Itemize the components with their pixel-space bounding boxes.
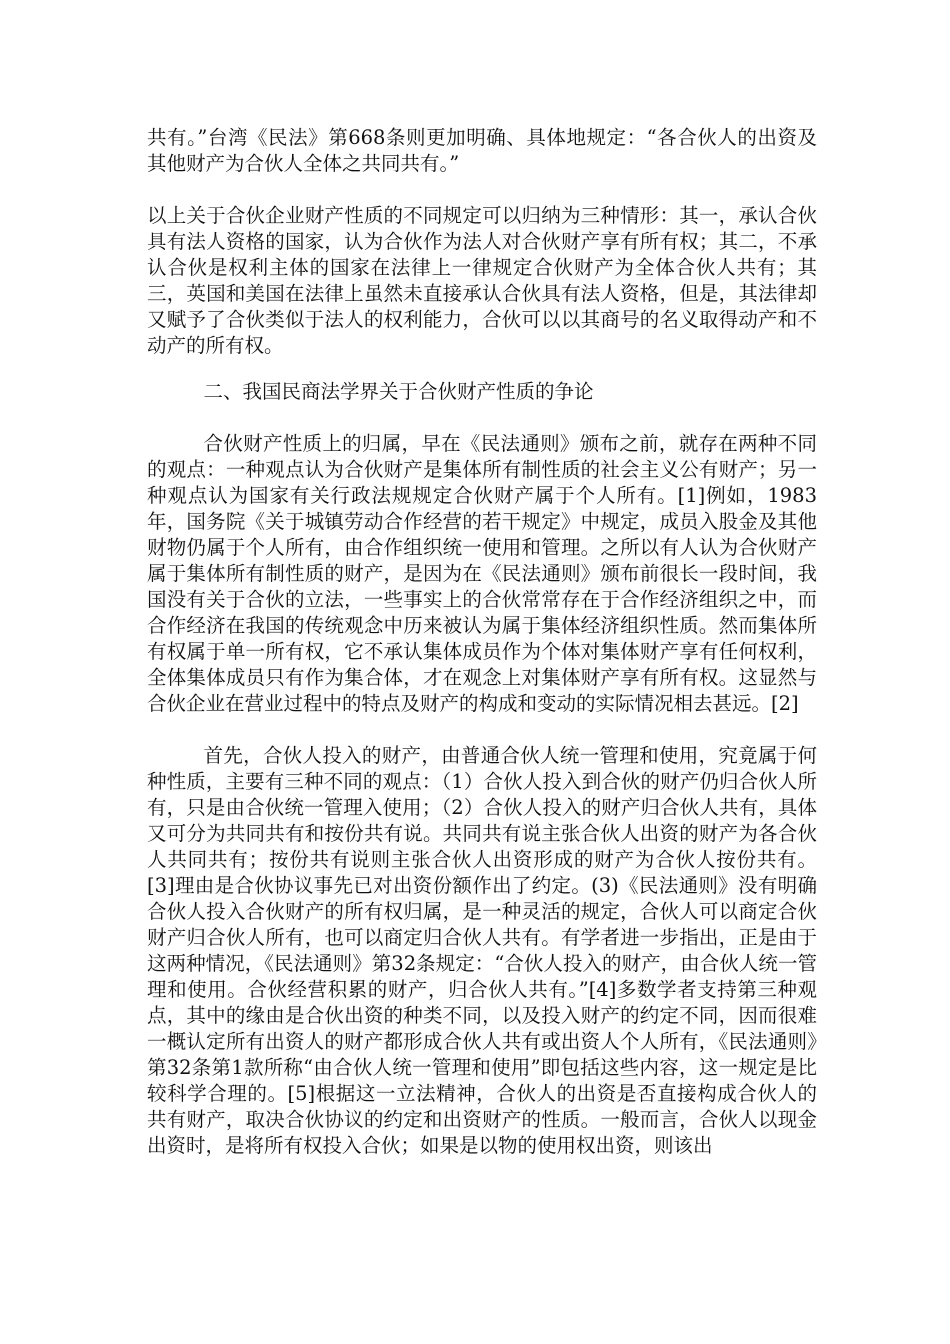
paragraph-3: 合伙财产性质上的归属，早在《民法通则》颁布之前，就存在两种不同的观点：一种观点认为合伙财产是集体所有制性质的社会主义公有财产；另一种观点认为国家有关行政法规规定合伙财产属于个人所有。[1]例如，1983年，国务院《关于城镇劳动合作经营的若干规定》中规定，成员入股金及其他财物仍属于个人所有，由合作组织统一使用和管理。之所以有人认为合伙财产属于集体所有制性质的财产，是因为在《民法通则》颁布前很长一段时间，我国没有关于合伙的立法，一些事实上的合伙常常存在于合作经济组织之中，而合作经济在我国的传统观念中历来被认为属于集体经济组织性质。然而集体所有权属于单一所有权，它不承认集体成员作为个体对集体财产享有任何权利，全体集体成员只有作为集合体，才在观念上对集体财产享有所有权。这显然与合伙企业在营业过程中的特点及财产的构成和变动的实际情况相去甚远。[2]	[147, 432, 817, 715]
paragraph-2: 以上关于合伙企业财产性质的不同规定可以归纳为三种情形：其一，承认合伙具有法人资格的国家，认为合伙作为法人对合伙财产享有所有权；其二，不承认合伙是权利主体的国家在法律上一律规定合伙财产为全体合伙人共有；其三，英国和美国在法律上虽然未直接承认合伙具有法人资格，但是，其法律却又赋予了合伙类似于法人的权利能力，合伙可以以其商号的名义取得动产和不动产的所有权。	[147, 204, 817, 357]
paragraph-4: 首先，合伙人投入的财产，由普通合伙人统一管理和使用，究竟属于何种性质，主要有三种不同的观点：（1）合伙人投入到合伙的财产仍归合伙人所有，只是由合伙统一管理入使用；（2）合伙人投入的财产归合伙人共有，具体又可分为共同共有和按份共有说。共同共有说主张合伙人出资的财产为各合伙人共同共有；按份共有说则主张合伙人出资形成的财产为合伙人按份共有。[3]理由是合伙协议事先已对出资份额作出了约定。(3)《民法通则》没有明确合伙人投入合伙财产的所有权归属，是一种灵活的规定，合伙人可以商定合伙财产归合伙人所有，也可以商定归合伙人共有。有学者进一步指出，正是由于这两种情况，《民法通则》第32条规定：“合伙人投入的财产，由合伙人统一管理和使用。合伙经营积累的财产，归合伙人共有。”[4]多数学者支持第三种观点，其中的缘由是合伙出资的种类不同，以及投入财产的约定不同，因而很难一概认定所有出资人的财产都形成合伙人共有或出资人个人所有，《民法通则》第32条第1款所称“由合伙人统一管理和使用”即包括这些内容，这一规定是比较科学合理的。[5]根据这一立法精神，合伙人的出资是否直接构成合伙人的共有财产，取决合伙协议的约定和出资财产的性质。一般而言，合伙人以现金出资时，是将所有权投入合伙；如果是以物的使用权出资，则该出	[147, 744, 817, 1157]
paragraph-1: 共有。”台湾《民法》第668条则更加明确、具体地规定：“各合伙人的出资及其他财产为合伙人全体之共同共有。”	[147, 126, 817, 175]
section-heading: 二、我国民商法学界关于合伙财产性质的争论	[203, 380, 594, 403]
document-page	[147, 125, 817, 1159]
